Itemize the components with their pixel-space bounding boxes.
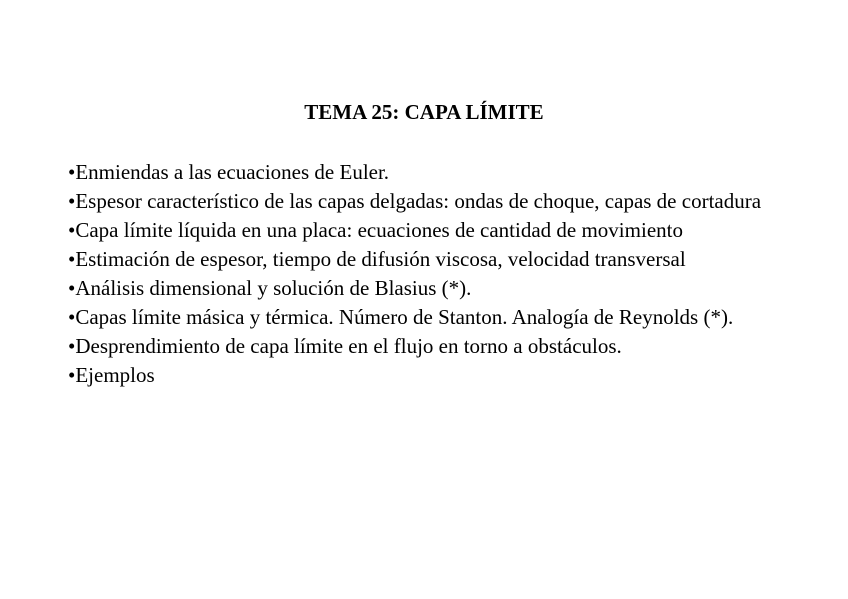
- list-item: •Espesor característico de las capas delgadas: ondas de choque, capas de cortadura: [68, 189, 762, 213]
- document-title: TEMA 25: CAPA LÍMITE: [304, 100, 544, 124]
- topic-list: [68, 158, 798, 390]
- list-item: •Capa límite líquida en una placa: ecuaciones de cantidad de movimiento: [68, 218, 683, 242]
- list-item: •Estimación de espesor, tiempo de difusión viscosa, velocidad transversal: [68, 247, 686, 271]
- list-item: •Análisis dimensional y solución de Blasius (*).: [68, 276, 472, 300]
- list-item: •Enmiendas a las ecuaciones de Euler.: [68, 160, 390, 184]
- list-item: •Desprendimiento de capa límite en el flujo en torno a obstáculos.: [68, 334, 622, 358]
- list-item: •Capas límite másica y térmica. Número de Stanton. Analogía de Reynolds (*).: [68, 305, 734, 329]
- list-item: •Ejemplos: [68, 363, 155, 387]
